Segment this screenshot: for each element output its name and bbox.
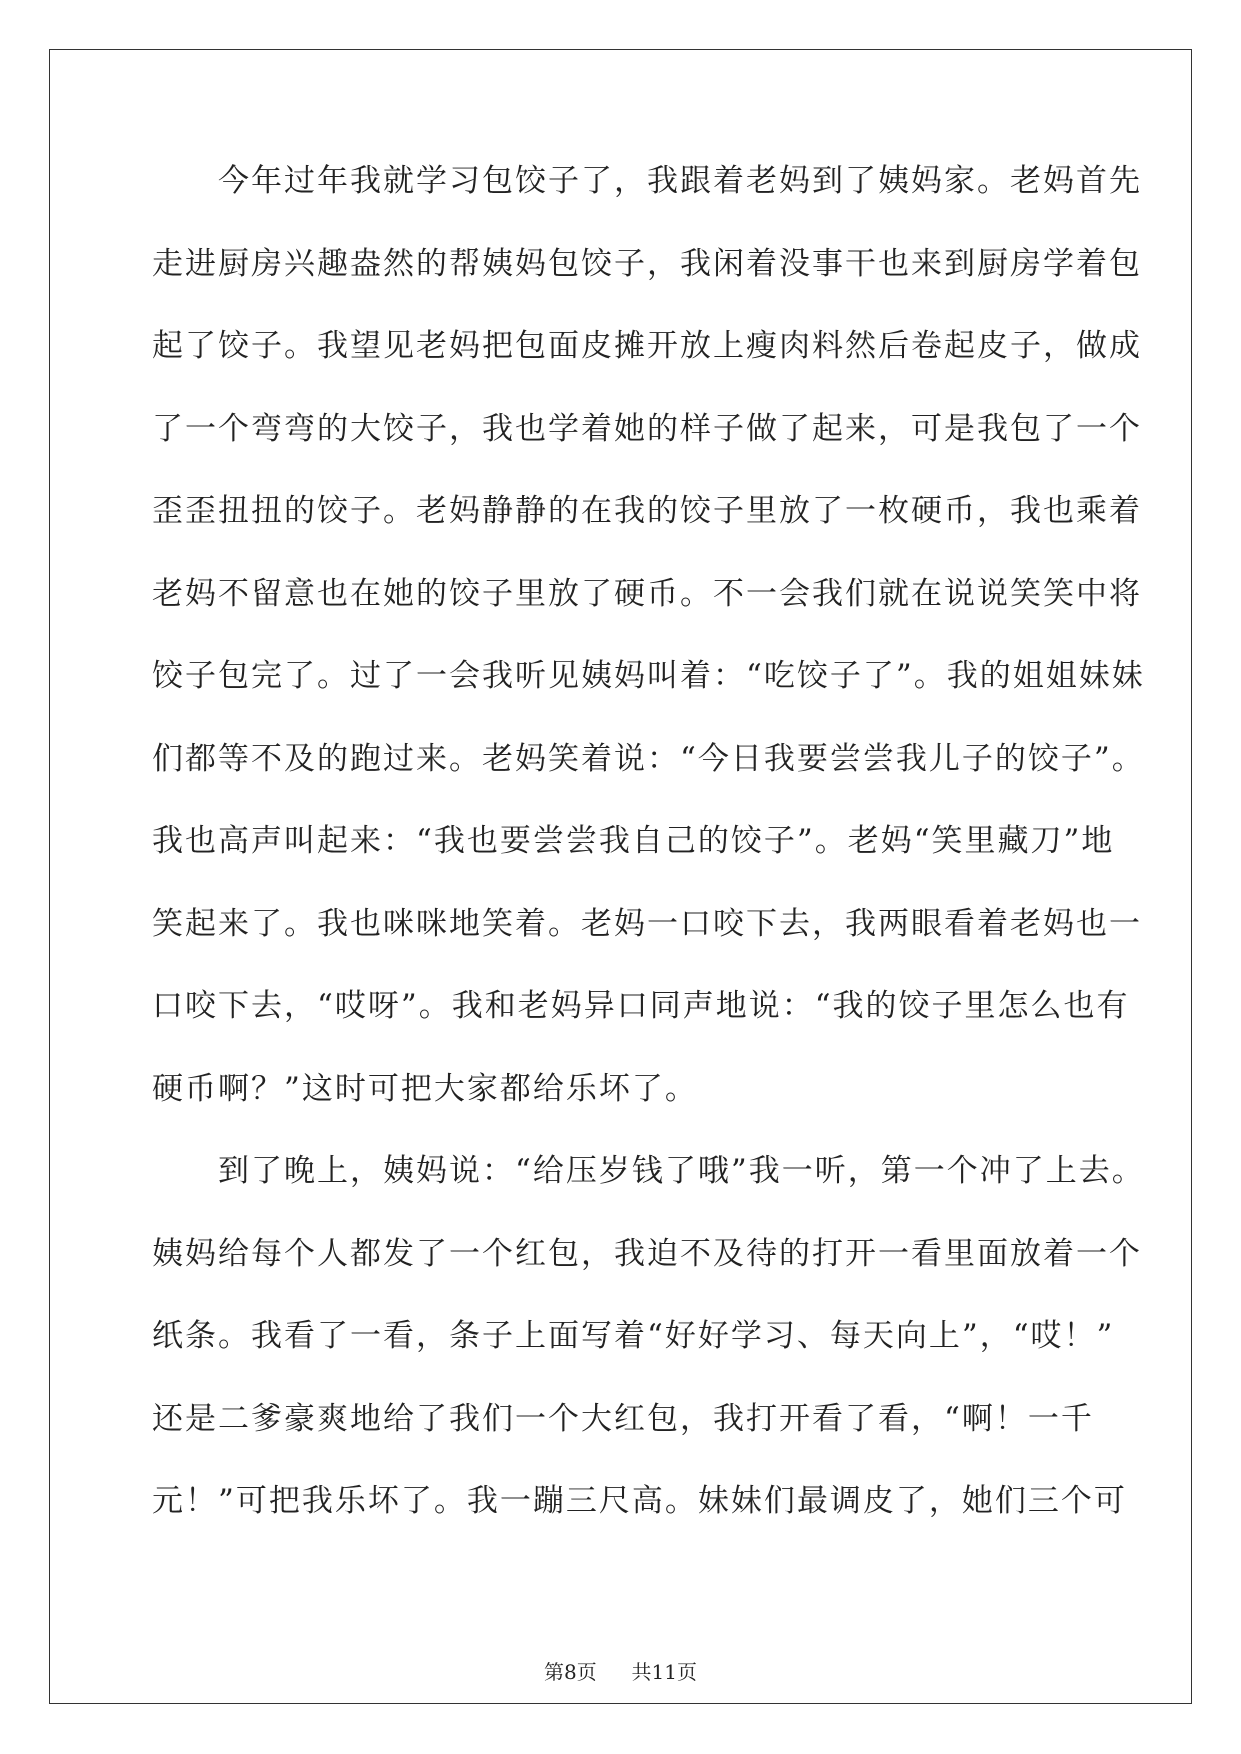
page-total: 共11页 xyxy=(631,1660,697,1684)
page-number: 第8页 xyxy=(544,1660,597,1684)
text-line: 歪歪扭扭的饺子。老妈静静的在我的饺子里放了一枚硬币，我也乘着 xyxy=(152,493,1142,529)
text-line: 元！”可把我乐坏了。我一蹦三尺高。妹妹们最调皮了，她们三个可 xyxy=(152,1483,1127,1519)
document-body xyxy=(152,158,1145,1561)
text-line: 口咬下去，“哎呀”。我和老妈异口同声地说：“我的饺子里怎么也有 xyxy=(152,988,1130,1024)
page-footer xyxy=(0,1656,1241,1685)
text-line: 饺子包完了。过了一会我听见姨妈叫着：“吃饺子了”。我的姐姐妹妹 xyxy=(152,658,1145,694)
text-line: 起了饺子。我望见老妈把包面皮摊开放上瘦肉料然后卷起皮子，做成 xyxy=(152,328,1142,364)
text-line: 还是二爹豪爽地给了我们一个大红包，我打开看了看，“啊！一千 xyxy=(152,1400,1094,1437)
text-line: 纸条。我看了一看，条子上面写着“好好学习、每天向上”，“哎！” xyxy=(152,1318,1115,1354)
text-line: 老妈不留意也在她的饺子里放了硬币。不一会我们就在说说笑笑中将 xyxy=(152,575,1142,612)
text-line: 了一个弯弯的大饺子，我也学着她的样子做了起来，可是我包了一个 xyxy=(152,410,1142,447)
text-line: 走进厨房兴趣盎然的帮姨妈包饺子，我闲着没事干也来到厨房学着包 xyxy=(152,245,1142,282)
text-line: 今年过年我就学习包饺子了，我跟着老妈到了姨妈家。老妈首先 xyxy=(152,163,1142,199)
text-line: 姨妈给每个人都发了一个红包，我迫不及待的打开一看里面放着一个 xyxy=(152,1235,1142,1272)
text-line: 笑起来了。我也咪咪地笑着。老妈一口咬下去，我两眼看着老妈也一 xyxy=(152,905,1142,942)
text-line: 们都等不及的跑过来。老妈笑着说：“今日我要尝尝我儿子的饺子”。 xyxy=(152,740,1145,777)
text-line: 到了晚上，姨妈说：“给压岁钱了哦”我一听，第一个冲了上去。 xyxy=(152,1153,1145,1189)
text-line: 硬币啊？”这时可把大家都给乐坏了。 xyxy=(152,1070,698,1107)
text-line: 我也高声叫起来：“我也要尝尝我自己的饺子”。老妈“笑里藏刀”地 xyxy=(152,823,1115,859)
